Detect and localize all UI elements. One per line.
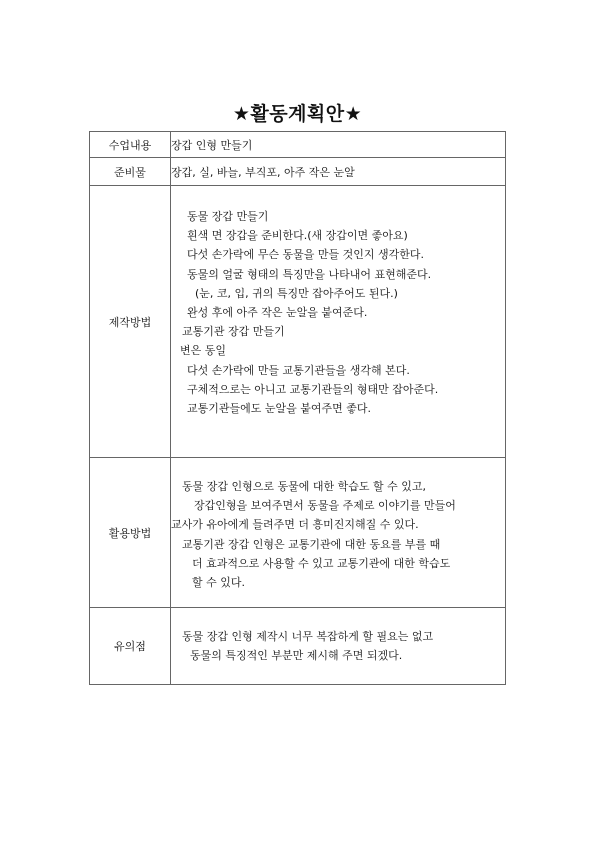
usage-line: 할 수 있다. bbox=[192, 576, 245, 590]
document-title: ★활동계획안★ bbox=[232, 103, 363, 125]
row-label-notes: 유의점 bbox=[90, 608, 171, 685]
method-line: 동물의 얼굴 형태의 특징만을 나타내어 표현해준다. bbox=[187, 267, 432, 281]
row-content-usage bbox=[171, 458, 506, 608]
method-line: 교통기관 장갑 만들기 bbox=[182, 325, 285, 339]
row-content-notes bbox=[171, 608, 506, 685]
notes-line: 동물의 특징적인 부분만 제시해 주면 되겠다. bbox=[190, 649, 403, 663]
table-row bbox=[90, 608, 506, 685]
method-line: 구체적으로는 아니고 교통기관들의 형태만 잡아준다. bbox=[187, 382, 439, 396]
row-label-materials: 준비물 bbox=[90, 158, 171, 186]
usage-line: 동물 장갑 인형으로 동물에 대한 학습도 할 수 있고, bbox=[182, 480, 426, 493]
method-line: 다섯 손가락에 만들 교통기관들을 생각해 본다. bbox=[187, 363, 410, 377]
table-row bbox=[90, 186, 506, 458]
method-line: 변은 동일 bbox=[180, 344, 227, 358]
method-line: 흰색 면 장갑을 준비한다.(새 장갑이면 좋아요) bbox=[187, 229, 408, 243]
usage-line: 교사가 유아에게 들려주면 더 흥미진지해질 수 있다. bbox=[171, 518, 419, 532]
table-row bbox=[90, 132, 506, 158]
method-line: 동물 장갑 만들기 bbox=[187, 210, 269, 223]
method-line: 완성 후에 아주 작은 눈알을 붙여준다. bbox=[187, 306, 368, 320]
row-label-usage: 활용방법 bbox=[90, 458, 171, 608]
usage-line: 교통기관 장갑 인형은 교통기관에 대한 동요를 부를 때 bbox=[182, 537, 441, 551]
row-label-lesson: 수업내용 bbox=[90, 132, 171, 158]
method-line: 교통기관들에도 눈알을 붙여주면 좋다. bbox=[187, 402, 372, 416]
row-content-method bbox=[171, 186, 506, 458]
row-value-materials: 장갑, 실, 바늘, 부직포, 아주 작은 눈알 bbox=[171, 158, 506, 186]
activity-plan-table bbox=[89, 131, 506, 685]
usage-line: 장갑인형을 보여주면서 동물을 주제로 이야기를 만들어 bbox=[194, 499, 456, 513]
table-row bbox=[90, 158, 506, 186]
notes-line: 동물 장갑 인형 제작시 너무 복잡하게 할 필요는 없고 bbox=[182, 630, 434, 643]
table-row bbox=[90, 458, 506, 608]
method-line: (눈, 코, 입, 귀의 특징만 잡아주어도 된다.) bbox=[195, 286, 398, 300]
method-line: 다섯 손가락에 무슨 동물을 만들 것인지 생각한다. bbox=[187, 248, 424, 262]
row-label-method: 제작방법 bbox=[90, 186, 171, 458]
usage-line: 더 효과적으로 사용할 수 있고 교통기관에 대한 학습도 bbox=[192, 556, 451, 570]
row-value-lesson: 장갑 인형 만들기 bbox=[171, 132, 506, 158]
